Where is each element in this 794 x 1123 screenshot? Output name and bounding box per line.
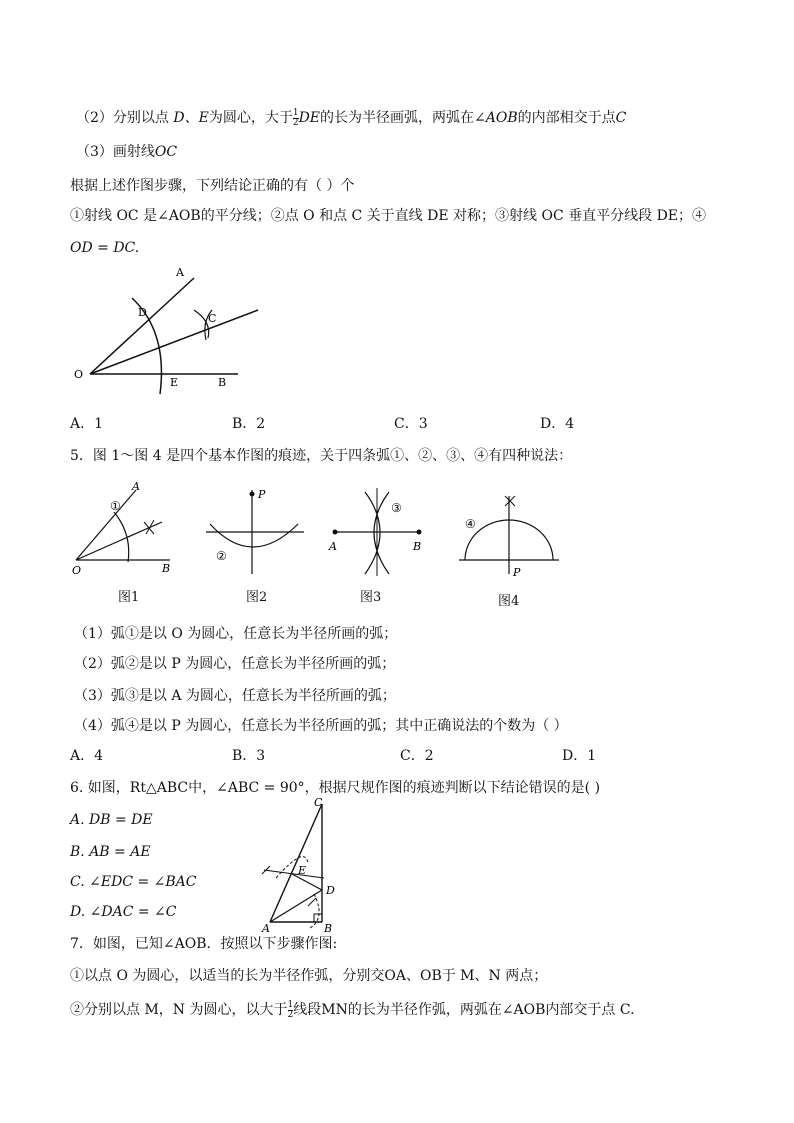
q5-option-c: C．2 <box>400 748 434 764</box>
q5-statement-3: （3）弧③是以 A 为圆心，任意长为半径所画的弧； <box>74 688 396 704</box>
q5-option-a: A．4 <box>70 748 104 764</box>
arc-mark-2 <box>308 898 316 906</box>
arc-3-right <box>374 492 389 574</box>
q4-option-b: B．2 <box>232 416 266 432</box>
q4-step2-points: D、E <box>173 110 209 126</box>
q6-option-a: A. DB = DE <box>70 812 153 828</box>
right-angle-mark <box>314 914 322 922</box>
q5-caption-4: 图4 <box>498 594 520 609</box>
q7-step1: ①以点 O 为圆心，以适当的长为半径作弧，分别交OA、OB于 M、N 两点； <box>70 968 548 984</box>
label-e: E <box>170 376 179 389</box>
q4-step2 <box>76 108 626 128</box>
label-p: P <box>258 488 266 501</box>
label-c: C <box>208 312 217 325</box>
label-arc-2: ② <box>216 549 227 563</box>
q4-step2-text-d: 的内部相交于点 <box>517 110 616 126</box>
fraction-numerator: 1 <box>292 107 299 118</box>
fraction-denominator: 2 <box>292 117 299 128</box>
label-e: E <box>298 864 307 877</box>
label-a: A <box>262 922 270 934</box>
q4-step2-segment: DE <box>298 110 321 126</box>
q6-option-b: B. AB = AE <box>70 844 151 860</box>
label-arc-3: ③ <box>391 501 402 515</box>
q4-conclusions-line2: OD = DC. <box>70 240 140 256</box>
label-d: D <box>138 306 147 319</box>
arc-2 <box>210 524 298 547</box>
q4-conclusions-line1: ①射线 OC 是∠AOB的平分线；②点 O 和点 C 关于直线 DE 对称；③射线 OC 垂直平分线段 DE；④ <box>70 208 707 224</box>
label-o: O <box>74 368 84 381</box>
q4-step3 <box>76 142 177 162</box>
label-b: B <box>162 562 171 575</box>
q5-figure-4 <box>455 478 565 578</box>
q5-figure-2 <box>200 478 310 578</box>
q5-figure-1 <box>70 478 180 578</box>
q7-stem: 7．如图，已知∠AOB．按照以下步骤作图: <box>70 936 338 952</box>
label-b: B <box>324 922 333 934</box>
q7-step2-text-a: ②分别以点 M，N 为圆心，以大于 <box>70 1002 288 1018</box>
q5-caption-3: 图3 <box>360 590 382 605</box>
q4-option-d: D．4 <box>540 416 575 432</box>
q4-step2-text-b: 为圆心，大于 <box>208 110 293 126</box>
label-b: B <box>413 540 422 553</box>
arc-mark-1 <box>262 866 270 874</box>
ray-oa <box>76 490 136 560</box>
label-a: A <box>132 480 140 493</box>
fraction-numerator: 1 <box>287 999 294 1010</box>
q4-step2-text-c: 的长为半径画弧，两弧在 <box>320 110 475 126</box>
point-p <box>250 492 255 497</box>
label-a: A <box>176 266 184 279</box>
label-b: B <box>218 376 227 389</box>
q5-option-d: D．1 <box>562 748 597 764</box>
point-b <box>417 530 422 535</box>
label-d: D <box>326 884 335 897</box>
q7-step2-text-b: 线段MN的长为半径作弧，两弧在∠AOB内部交于点 C. <box>293 1002 635 1018</box>
label-c: C <box>314 796 323 809</box>
q5-caption-2: 图2 <box>246 590 268 605</box>
q4-option-a: A．1 <box>70 416 104 432</box>
q5-option-b: B．3 <box>232 748 266 764</box>
q4-step2-point: C <box>615 110 627 126</box>
ray-oc <box>90 310 258 374</box>
q5-statement-1: （1）弧①是以 O 为圆心，任意长为半径所画的弧； <box>74 626 398 642</box>
q5-figure-3 <box>325 478 435 578</box>
q5-statement-4: （4）弧④是以 P 为圆心，任意长为半径所画的弧；其中正确说法的个数为（ ） <box>74 718 568 734</box>
q4-figure <box>70 262 270 402</box>
q6-option-d: D. ∠DAC = ∠C <box>70 904 177 920</box>
label-o: O <box>72 564 82 577</box>
q4-question: 根据上述作图步骤，下列结论正确的有（ ）个 <box>70 178 355 194</box>
ray-oa <box>90 278 194 374</box>
q5-stem: 5．图 1～图 4 是四个基本作图的痕迹，关于四条弧①、②、③、④有四种说法： <box>70 448 573 464</box>
q6-stem: 6. 如图，Rt△ABC中，∠ABC = 90°，根据尺规作图的痕迹判断以下结论错误的是( ) <box>70 780 601 796</box>
fraction-denominator: 2 <box>287 1009 294 1020</box>
q4-step2-angle: ∠AOB <box>474 110 518 126</box>
point-a <box>333 530 338 535</box>
q5-statement-2: （2）弧②是以 P 为圆心，任意长为半径所画的弧； <box>74 656 396 672</box>
q4-step3-text: （3）画射线 <box>76 144 155 160</box>
q4-step3-ray: OC <box>154 144 178 160</box>
segment-ed <box>292 874 322 890</box>
q4-step2-text-a: （2）分别以点 <box>76 110 169 126</box>
label-arc-1: ① <box>110 499 121 513</box>
q6-figure <box>252 794 352 934</box>
q6-option-c: C. ∠EDC = ∠BAC <box>70 874 197 890</box>
q4-option-c: C．3 <box>394 416 428 432</box>
q5-caption-1: 图1 <box>118 590 140 605</box>
side-ac <box>270 804 322 922</box>
arc-1 <box>114 512 129 562</box>
arc-3-left <box>365 492 380 574</box>
label-a: A <box>329 540 337 553</box>
label-arc-4: ④ <box>465 517 476 531</box>
construction-line <box>264 870 324 878</box>
label-p: P <box>513 566 521 578</box>
q7-step2 <box>70 1000 635 1020</box>
